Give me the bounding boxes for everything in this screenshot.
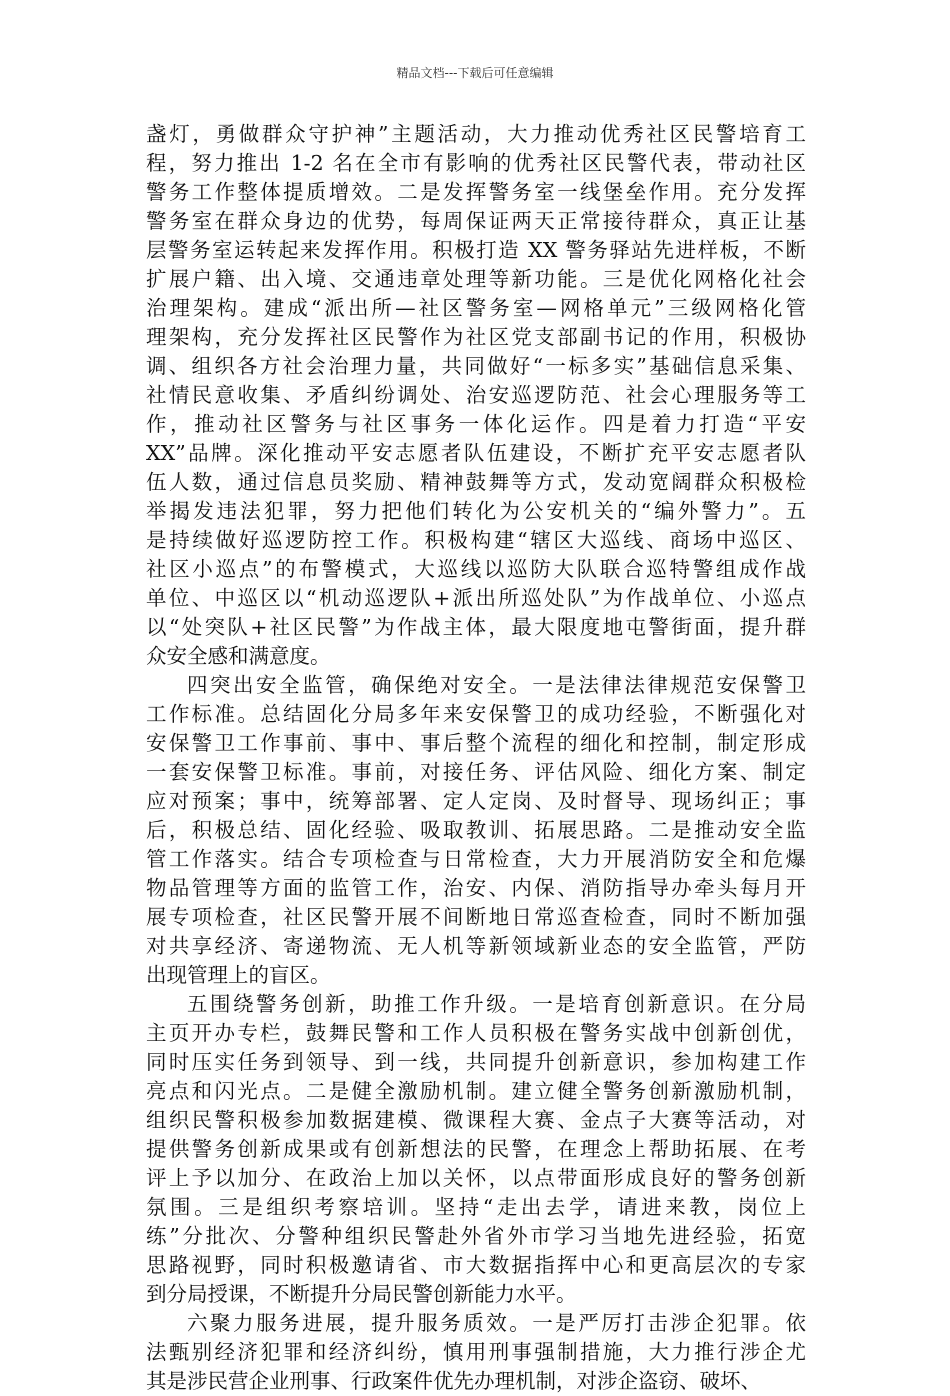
document-body	[146, 120, 806, 1396]
text-line: 伍人数，通过信息员奖励、精神鼓舞等方式，发动宽阔群众积极检	[146, 470, 806, 494]
text-line: 盏灯，勇做群众守护神”主题活动，大力推动优秀社区民警培育工	[146, 122, 806, 146]
text-line: 层警务室运转起来发挥作用。积极打造 XX 警务驿站先进样板，不断	[146, 238, 806, 262]
text-line: 主页开办专栏，鼓舞民警和工作人员积极在警务实战中创新创优，	[146, 1021, 806, 1045]
text-line: 管工作落实。结合专项检查与日常检查，大力开展消防安全和危爆	[146, 847, 806, 871]
text-line: 四突出安全监管，确保绝对安全。一是法律法律规范安保警卫	[187, 673, 806, 697]
text-line: 治理架构。建成“派出所—社区警务室—网格单元”三级网格化管	[146, 296, 806, 320]
text-line: 是持续做好巡逻防控工作。积极构建“辖区大巡线、商场中巡区、	[146, 528, 806, 552]
text-line: 众安全感和满意度。	[146, 644, 331, 668]
text-line: 举揭发违法犯罪，努力把他们转化为公安机关的“编外警力”。五	[146, 499, 806, 523]
text-line: 评上予以加分、在政治上加以关怀，以点带面形成良好的警务创新	[146, 1166, 806, 1190]
paragraph	[146, 990, 806, 1309]
text-line: 单位、中巡区以“机动巡逻队+派出所巡处队”为作战单位、小巡点	[146, 586, 806, 610]
text-line: 作，推动社区警务与社区事务一体化运作。四是着力打造“平安	[146, 412, 806, 436]
text-line: 理架构，充分发挥社区民警作为社区党支部副书记的作用，积极协	[146, 325, 806, 349]
text-line: 警务工作整体提质增效。二是发挥警务室一线堡垒作用。充分发挥	[146, 180, 806, 204]
text-line: 五围绕警务创新，助推工作升级。一是培育创新意识。在分局	[187, 992, 806, 1016]
text-line: 扩展户籍、出入境、交通违章处理等新功能。三是优化网格化社会	[146, 267, 806, 291]
text-line: 六聚力服务进展，提升服务质效。一是严厉打击涉企犯罪。依	[187, 1311, 806, 1335]
text-line: 出现管理上的盲区。	[146, 963, 331, 987]
paragraph	[146, 120, 806, 671]
text-line: 其是涉民营企业刑事、行政案件优先办理机制，对涉企盗窃、破坏、	[146, 1369, 761, 1393]
text-line: 练”分批次、分警种组织民警赴外省外市学习当地先进经验，拓宽	[146, 1224, 806, 1248]
text-line: 警务室在群众身边的优势，每周保证两天正常接待群众，真正让基	[146, 209, 806, 233]
text-line: 程，努力推出 1-2 名在全市有影响的优秀社区民警代表，带动社区	[146, 151, 806, 175]
text-line: 调、组织各方社会治理力量，共同做好“一标多实”基础信息采集、	[146, 354, 806, 378]
text-line: 法甄别经济犯罪和经济纠纷，慎用刑事强制措施，大力推行涉企尤	[146, 1340, 806, 1364]
text-line: 提供警务创新成果或有创新想法的民警，在理念上帮助拓展、在考	[146, 1137, 806, 1161]
text-line: 展专项检查，社区民警开展不间断地日常巡查检查，同时不断加强	[146, 905, 806, 929]
text-line: 亮点和闪光点。二是健全激励机制。建立健全警务创新激励机制，	[146, 1079, 806, 1103]
paragraph	[146, 671, 806, 990]
text-line: 工作标准。总结固化分局多年来安保警卫的成功经验，不断强化对	[146, 702, 806, 726]
text-line: 一套安保警卫标准。事前，对接任务、评估风险、细化方案、制定	[146, 760, 806, 784]
text-line: 安保警卫工作事前、事中、事后整个流程的细化和控制，制定形成	[146, 731, 806, 755]
text-line: 对共享经济、寄递物流、无人机等新领域新业态的安全监管，严防	[146, 934, 806, 958]
text-line: 以“处突队+社区民警”为作战主体，最大限度地屯警街面，提升群	[146, 615, 806, 639]
text-line: 组织民警积极参加数据建模、微课程大赛、金点子大赛等活动，对	[146, 1108, 806, 1132]
text-line: 社区小巡点”的布警模式，大巡线以巡防大队联合巡特警组成作战	[146, 557, 806, 581]
text-line: XX”品牌。深化推动平安志愿者队伍建设，不断扩充平安志愿者队	[146, 441, 806, 465]
text-line: 物品管理等方面的监管工作，治安、内保、消防指导办牵头每月开	[146, 876, 806, 900]
paragraph	[146, 1309, 806, 1396]
text-line: 社情民意收集、矛盾纠纷调处、治安巡逻防范、社会心理服务等工	[146, 383, 806, 407]
text-line: 思路视野，同时积极邀请省、市大数据指挥中心和更高层次的专家	[146, 1253, 806, 1277]
page-header: 精品文档---下载后可任意编辑	[396, 66, 554, 80]
text-line: 氛围。三是组织考察培训。坚持“走出去学，请进来教，岗位上	[146, 1195, 806, 1219]
text-line: 到分局授课，不断提升分局民警创新能力水平。	[146, 1282, 577, 1306]
text-line: 同时压实任务到领导、到一线，共同提升创新意识，参加构建工作	[146, 1050, 806, 1074]
text-line: 后，积极总结、固化经验、吸取教训、拓展思路。二是推动安全监	[146, 818, 806, 842]
text-line: 应对预案；事中，统筹部署、定人定岗、及时督导、现场纠正；事	[146, 789, 806, 813]
